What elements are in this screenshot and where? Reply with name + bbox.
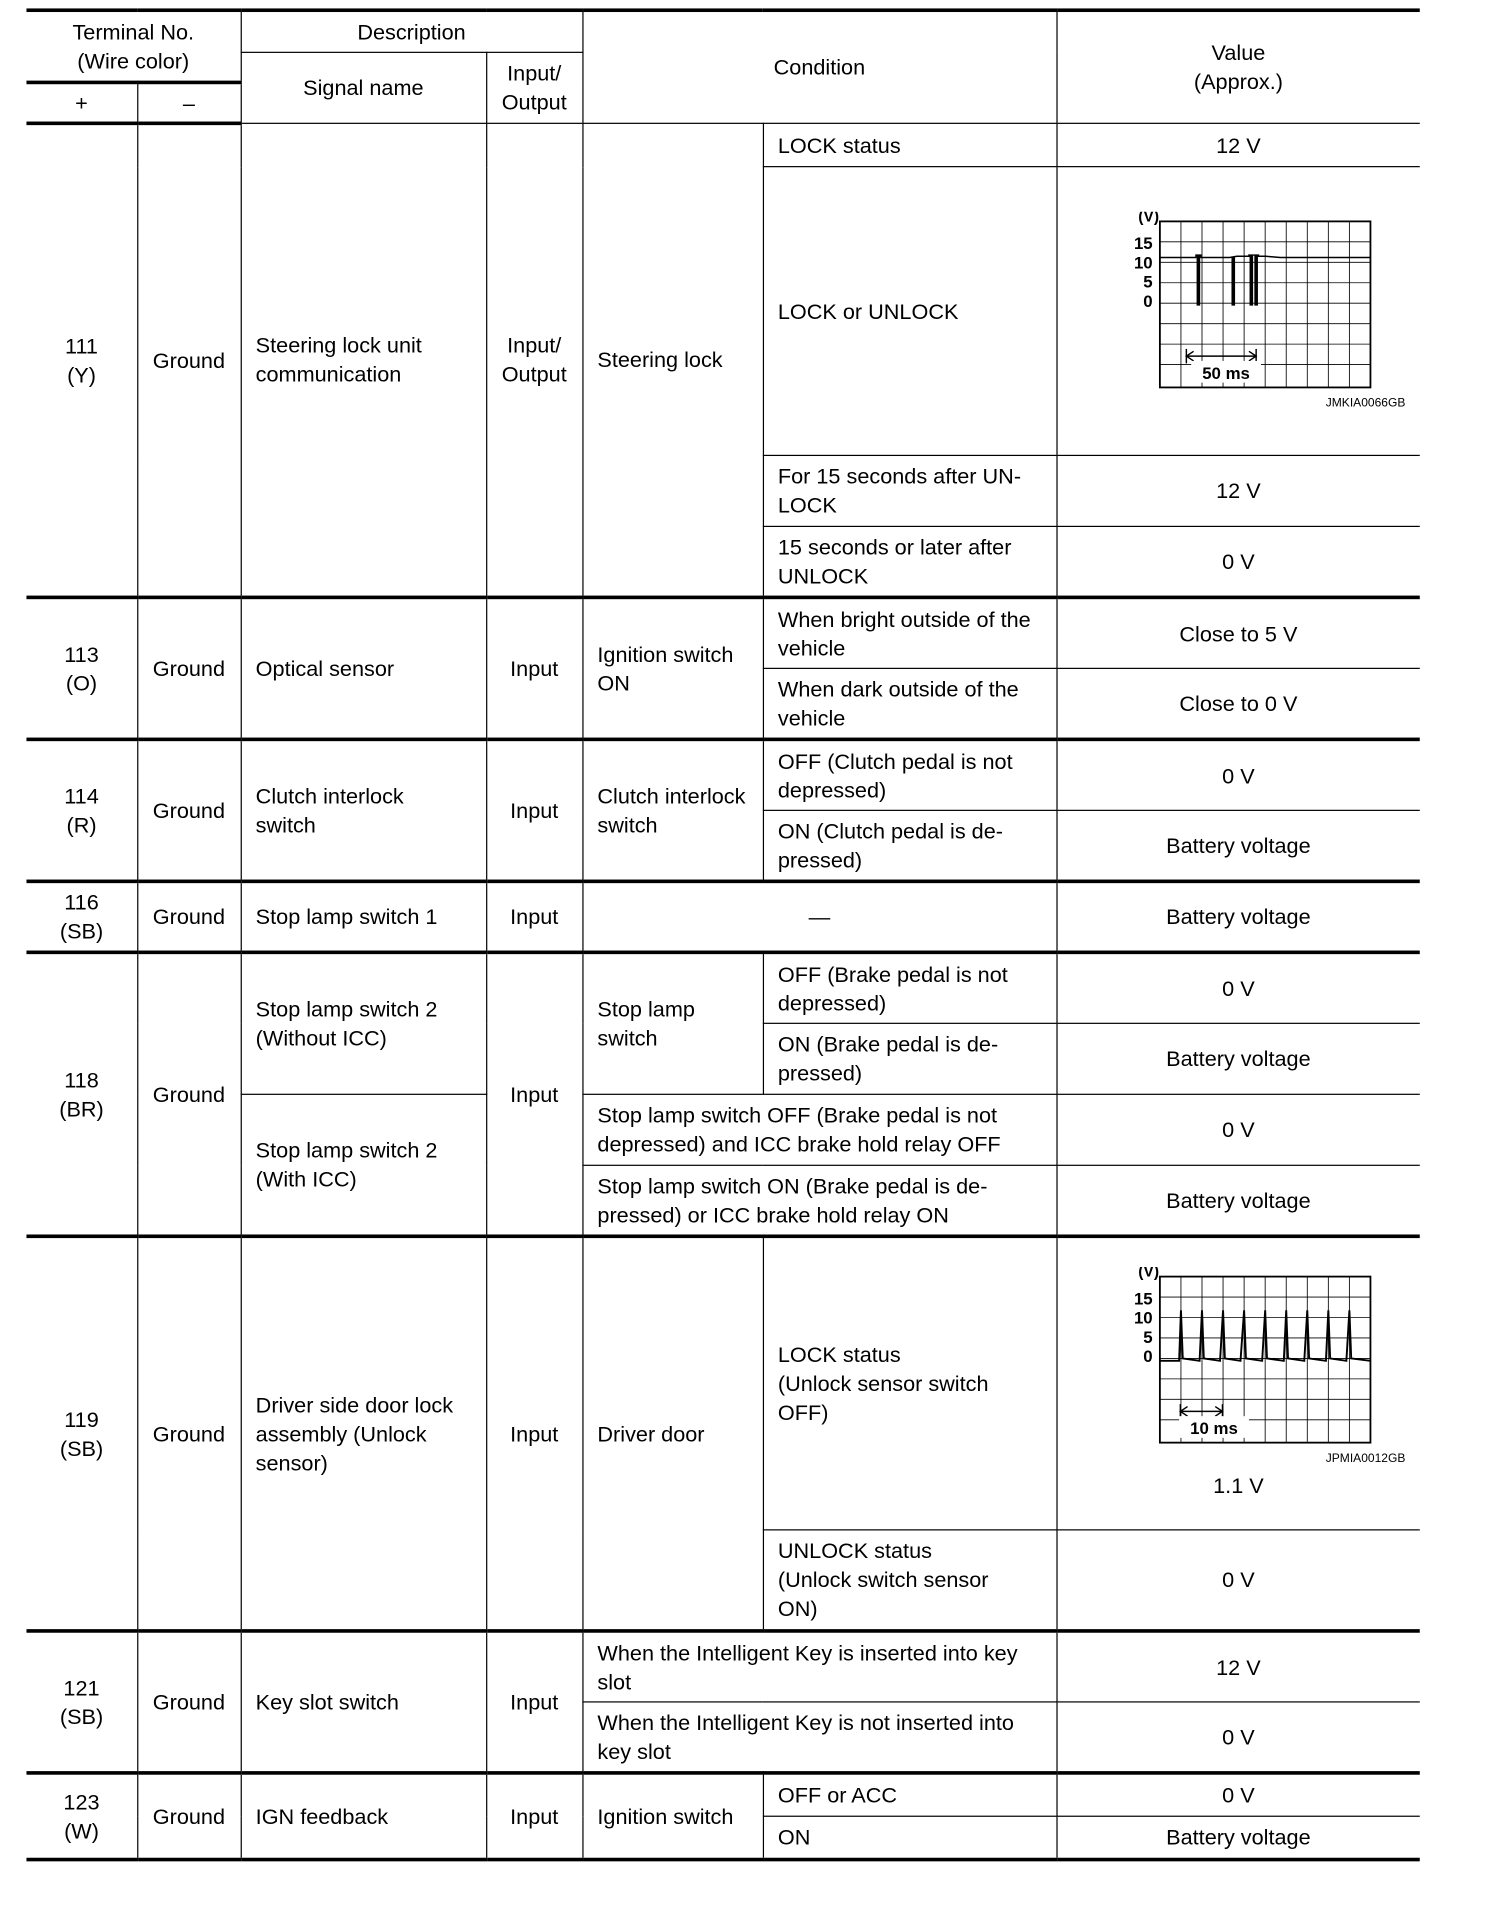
figure-id: JMKIA0066GB xyxy=(1325,396,1406,410)
waveform-tick: 10 xyxy=(1134,252,1153,272)
condition-cell: Steering lock xyxy=(582,123,762,597)
header-condition: Condition xyxy=(582,10,1056,123)
signal-name-cell: Driver side door lock assembly (Unlock sensor) xyxy=(241,1236,486,1631)
terminal-cell: 113 (O) xyxy=(26,597,137,739)
header-plus: + xyxy=(26,82,137,123)
value-cell: 0 V xyxy=(1056,1530,1419,1631)
value-cell: Close to 0 V xyxy=(1056,668,1419,739)
header-row xyxy=(26,10,1419,52)
ground-cell: Ground xyxy=(137,1236,240,1631)
header-signal-name: Signal name xyxy=(241,52,486,123)
waveform-cell xyxy=(1056,167,1419,456)
oscilloscope-chart xyxy=(1076,1267,1401,1447)
io-cell: Input xyxy=(486,1773,582,1860)
sub-condition-cell: ON xyxy=(763,1816,1057,1859)
value-cell: 0 V xyxy=(1056,739,1419,810)
waveform-tick: 0 xyxy=(1143,1347,1153,1367)
signal-name-cell: Optical sensor xyxy=(241,597,486,739)
driver-door-waveform xyxy=(1062,1267,1415,1500)
condition-cell: Ignition switch ON xyxy=(582,597,762,739)
waveform-unit: (V) xyxy=(1138,211,1160,225)
header-minus: – xyxy=(137,82,240,123)
terminal-spec-table xyxy=(26,8,1419,1861)
ground-cell: Ground xyxy=(137,1773,240,1860)
value-cell: Battery voltage xyxy=(1056,1023,1419,1094)
value-cell: Battery voltage xyxy=(1056,1816,1419,1859)
sub-condition-cell: LOCK status xyxy=(763,123,1057,166)
value-cell: Battery voltage xyxy=(1056,881,1419,952)
signal-name-cell: Stop lamp switch 1 xyxy=(241,881,486,952)
waveform-tick: 15 xyxy=(1134,233,1153,253)
signal-name-cell: IGN feedback xyxy=(241,1773,486,1860)
terminal-cell: 111 (Y) xyxy=(26,123,137,597)
condition-cell: When the Intelligent Key is not inserted into key slot xyxy=(582,1702,1056,1773)
value-cell: 0 V xyxy=(1056,526,1419,597)
waveform-time-label: 50 ms xyxy=(1202,363,1251,383)
header-description: Description xyxy=(241,10,583,52)
sub-condition-cell: For 15 seconds after UN- LOCK xyxy=(763,455,1057,526)
terminal-cell: 119 (SB) xyxy=(26,1236,137,1631)
table-row xyxy=(26,1773,1419,1816)
io-cell: Input xyxy=(486,952,582,1236)
signal-name-cell: Stop lamp switch 2 (Without ICC) xyxy=(241,952,486,1094)
sub-condition-cell: UNLOCK status (Unlock switch sensor ON) xyxy=(763,1530,1057,1631)
ground-cell: Ground xyxy=(137,881,240,952)
terminal-cell: 118 (BR) xyxy=(26,952,137,1236)
condition-cell: Stop lamp switch OFF (Brake pedal is not depressed) and ICC brake hold relay OFF xyxy=(582,1094,1056,1165)
sub-condition-cell: ON (Brake pedal is de- pressed) xyxy=(763,1023,1057,1094)
value-text: 1.1 V xyxy=(1213,1473,1264,1498)
table-row xyxy=(26,881,1419,952)
value-cell: 12 V xyxy=(1056,123,1419,166)
signal-name-cell: Clutch interlock switch xyxy=(241,739,486,881)
waveform-tick: 5 xyxy=(1143,1327,1153,1347)
terminal-cell: 123 (W) xyxy=(26,1773,137,1860)
condition-cell: Stop lamp switch xyxy=(582,952,762,1094)
signal-name-cell: Stop lamp switch 2 (With ICC) xyxy=(241,1094,486,1236)
ground-cell: Ground xyxy=(137,597,240,739)
header-input-output: Input/ Output xyxy=(486,52,582,123)
sub-condition-cell: When bright outside of the vehicle xyxy=(763,597,1057,668)
table-row xyxy=(26,952,1419,1023)
waveform-time-label: 10 ms xyxy=(1190,1419,1239,1439)
condition-cell: Driver door xyxy=(582,1236,762,1631)
value-cell: 0 V xyxy=(1056,1773,1419,1816)
value-cell: Battery voltage xyxy=(1056,810,1419,881)
terminal-cell: 121 (SB) xyxy=(26,1631,137,1773)
waveform-tick: 5 xyxy=(1143,271,1153,291)
terminal-cell: 116 (SB) xyxy=(26,881,137,952)
signal-name-cell: Key slot switch xyxy=(241,1631,486,1773)
value-cell: 0 V xyxy=(1056,1702,1419,1773)
table-row xyxy=(26,1236,1419,1530)
sub-condition-cell: OFF or ACC xyxy=(763,1773,1057,1816)
value-cell: Battery voltage xyxy=(1056,1165,1419,1236)
io-cell: Input xyxy=(486,597,582,739)
io-cell: Input xyxy=(486,881,582,952)
sub-condition-cell: LOCK status (Unlock sensor switch OFF) xyxy=(763,1236,1057,1530)
table-row xyxy=(26,123,1419,166)
ground-cell: Ground xyxy=(137,1631,240,1773)
waveform-tick: 10 xyxy=(1134,1308,1153,1328)
ground-cell: Ground xyxy=(137,952,240,1236)
value-cell: 12 V xyxy=(1056,455,1419,526)
condition-cell: Ignition switch xyxy=(582,1773,762,1860)
waveform-tick: 15 xyxy=(1134,1289,1153,1309)
ground-cell: Ground xyxy=(137,123,240,597)
value-cell: 0 V xyxy=(1056,952,1419,1023)
table-row xyxy=(26,597,1419,668)
condition-cell: — xyxy=(582,881,1056,952)
waveform-unit: (V) xyxy=(1138,1266,1160,1281)
sub-condition-cell: LOCK or UNLOCK xyxy=(763,167,1057,456)
io-cell: Input xyxy=(486,739,582,881)
waveform-cell xyxy=(1056,1236,1419,1530)
oscilloscope-chart xyxy=(1076,211,1401,391)
sub-condition-cell: OFF (Clutch pedal is not depressed) xyxy=(763,739,1057,810)
io-cell: Input xyxy=(486,1236,582,1631)
sub-condition-cell: 15 seconds or later after UNLOCK xyxy=(763,526,1057,597)
condition-cell: Stop lamp switch ON (Brake pedal is de- pressed) or ICC brake hold relay ON xyxy=(582,1165,1056,1236)
signal-name-cell: Steering lock unit communication xyxy=(241,123,486,597)
ground-cell: Ground xyxy=(137,739,240,881)
figure-id: JPMIA0012GB xyxy=(1325,1452,1406,1466)
io-cell: Input xyxy=(486,1631,582,1773)
header-terminal-no: Terminal No. (Wire color) xyxy=(26,10,240,82)
sub-condition-cell: When dark outside of the vehicle xyxy=(763,668,1057,739)
sub-condition-cell: OFF (Brake pedal is not depressed) xyxy=(763,952,1057,1023)
condition-cell: When the Intelligent Key is inserted into key slot xyxy=(582,1631,1056,1702)
io-cell: Input/ Output xyxy=(486,123,582,597)
header-value: Value (Approx.) xyxy=(1056,10,1419,123)
value-cell: Close to 5 V xyxy=(1056,597,1419,668)
terminal-cell: 114 (R) xyxy=(26,739,137,881)
sub-condition-cell: ON (Clutch pedal is de- pressed) xyxy=(763,810,1057,881)
value-cell: 12 V xyxy=(1056,1631,1419,1702)
table-row xyxy=(26,1631,1419,1702)
value-cell: 0 V xyxy=(1056,1094,1419,1165)
steering-lock-waveform xyxy=(1062,211,1415,411)
table-row xyxy=(26,739,1419,810)
condition-cell: Clutch interlock switch xyxy=(582,739,762,881)
waveform-tick: 0 xyxy=(1143,291,1153,311)
